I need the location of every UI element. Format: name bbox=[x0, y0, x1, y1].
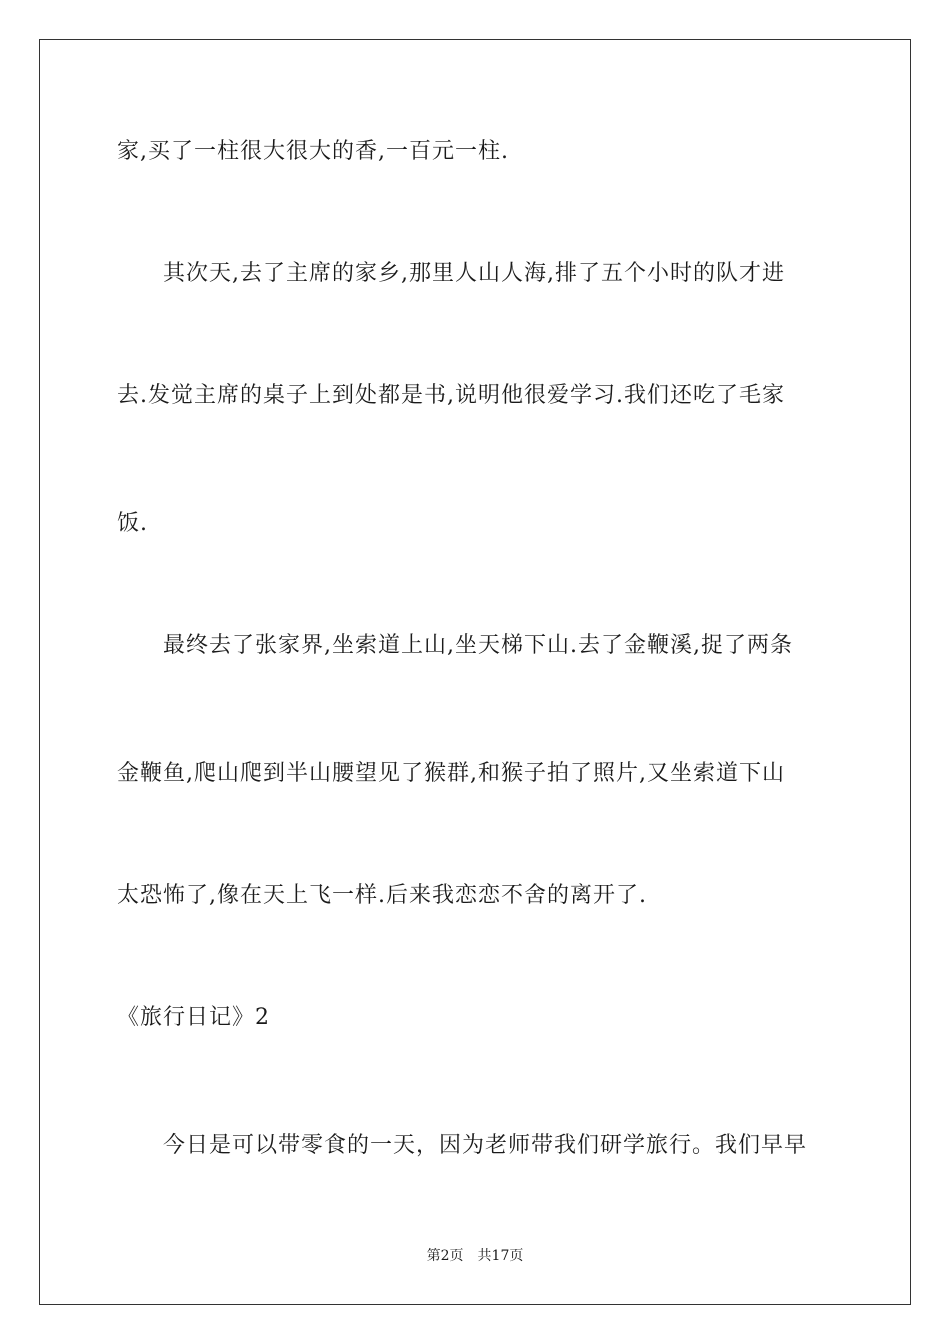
text-line-1: 家,买了一柱很大很大的香,一百元一柱. bbox=[117, 139, 509, 164]
page-border bbox=[39, 39, 911, 1305]
text-line-5: 最终去了张家界,坐索道上山,坐天梯下山.去了金鞭溪,捉了两条 bbox=[163, 633, 793, 658]
section-heading: 《旅行日记》2 bbox=[117, 1005, 270, 1030]
text-line-2: 其次天,去了主席的家乡,那里人山人海,排了五个小时的队才进 bbox=[163, 261, 785, 286]
page-total: 共17页 bbox=[477, 1248, 524, 1264]
page-footer bbox=[0, 1247, 950, 1265]
text-line-6: 金鞭鱼,爬山爬到半山腰望见了猴群,和猴子拍了照片,又坐索道下山 bbox=[117, 761, 785, 786]
text-line-7: 太恐怖了,像在天上飞一样.后来我恋恋不舍的离开了. bbox=[117, 883, 647, 908]
text-line-3: 去.发觉主席的桌子上到处都是书,说明他很爱学习.我们还吃了毛家 bbox=[117, 383, 785, 408]
page-number: 第2页 bbox=[426, 1248, 464, 1264]
text-line-4: 饭. bbox=[117, 511, 148, 536]
text-line-9: 今日是可以带零食的一天，因为老师带我们研学旅行。我们早早 bbox=[163, 1133, 808, 1158]
